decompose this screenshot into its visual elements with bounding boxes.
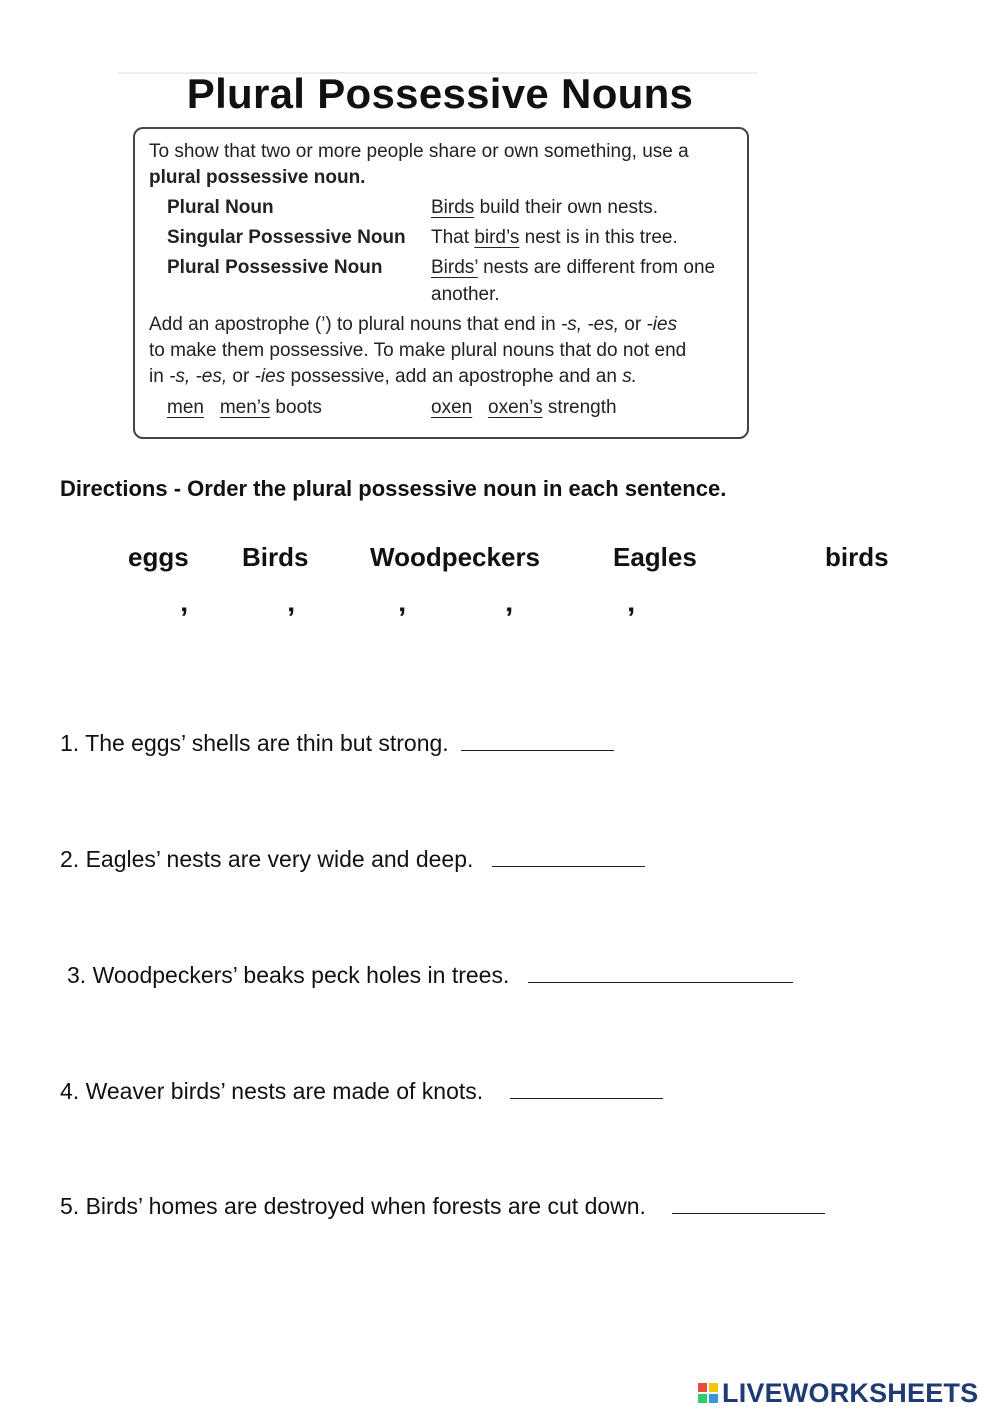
logo-square <box>709 1383 718 1392</box>
answer-blank[interactable] <box>528 962 793 983</box>
sentence-text: 3. Woodpeckers’ beaks peck holes in trees. <box>67 962 510 988</box>
apostrophe-tile[interactable]: ’ <box>180 602 189 635</box>
sentence-text: 5. Birds’ homes are destroyed when forests are cut down. <box>60 1193 646 1219</box>
word-bank-item[interactable]: Woodpeckers <box>370 542 541 572</box>
sentence-row <box>67 962 793 989</box>
row-example-plural-noun: Birds build their own nests. <box>431 197 659 218</box>
sentence-row <box>60 1193 825 1220</box>
rule-note-line1: Add an apostrophe (’) to plural nouns that end in -s, -es, or -ies <box>149 314 678 335</box>
rule-intro-line1: To show that two or more people share or own something, use a <box>149 141 689 162</box>
answer-blank[interactable] <box>492 846 645 867</box>
page-title: Plural Possessive Nouns <box>186 70 694 117</box>
sentence-row <box>60 1078 663 1105</box>
directions-text: Directions - Order the plural possessive noun in each sentence. <box>60 476 727 501</box>
row-label-plural-noun: Plural Noun <box>167 197 274 218</box>
row-label-singular-possessive: Singular Possessive Noun <box>167 227 406 248</box>
answer-blank[interactable] <box>461 730 614 751</box>
rule-example-men: men men’s boots <box>167 397 322 418</box>
row-label-plural-possessive: Plural Possessive Noun <box>167 257 383 278</box>
word-bank-item[interactable]: birds <box>825 542 889 572</box>
sentence-row <box>60 846 645 873</box>
answer-blank[interactable] <box>672 1193 825 1214</box>
apostrophe-tile[interactable]: ’ <box>505 602 514 635</box>
rule-intro-line2: plural possessive noun. <box>149 167 366 188</box>
word-bank-item[interactable]: eggs <box>128 542 189 572</box>
apostrophe-tile[interactable]: ’ <box>627 602 636 635</box>
answer-blank[interactable] <box>510 1078 663 1099</box>
logo-text: LIVEWORKSHEETS <box>722 1377 979 1408</box>
rule-note-line2: to make them possessive. To make plural nouns that do not end <box>149 340 687 361</box>
sentence-text: 2. Eagles’ nests are very wide and deep. <box>60 846 474 872</box>
sentence-row <box>60 730 614 757</box>
logo-square <box>698 1383 707 1392</box>
sentence-text: 1. The eggs’ shells are thin but strong. <box>60 730 449 756</box>
rule-box <box>133 127 749 439</box>
rule-example-oxen: oxen oxen’s strength <box>431 397 617 418</box>
row-example-plural-possessive: Birds’ nests are different from one <box>431 257 716 278</box>
logo-square <box>698 1394 707 1403</box>
row-example-singular-possessive: That bird’s nest is in this tree. <box>431 227 678 248</box>
rule-note-line3: in -s, -es, or -ies possessive, add an apostrophe and an s. <box>149 366 637 387</box>
sentence-text: 4. Weaver birds’ nests are made of knots. <box>60 1078 484 1104</box>
word-bank-item[interactable]: Birds <box>242 542 309 572</box>
apostrophe-tile[interactable]: ’ <box>287 602 296 635</box>
word-bank-item[interactable]: Eagles <box>613 542 697 572</box>
row-example-plural-possessive-line2: another. <box>431 284 500 305</box>
liveworksheets-logo <box>698 1378 978 1408</box>
apostrophe-tile[interactable]: ’ <box>398 602 407 635</box>
logo-squares-icon <box>698 1383 718 1403</box>
logo-square <box>709 1394 718 1403</box>
